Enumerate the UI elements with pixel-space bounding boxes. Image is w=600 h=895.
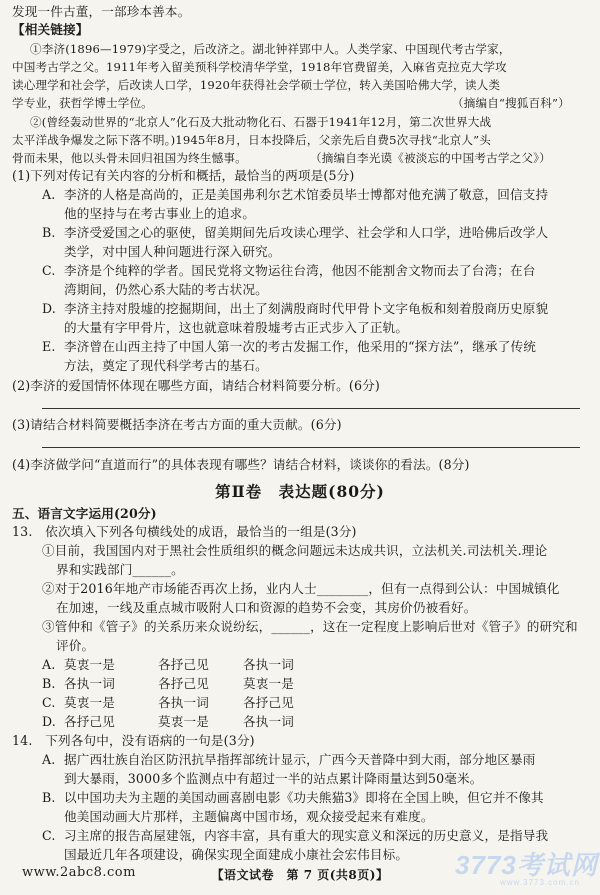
q1-option-letter: A.	[42, 187, 56, 202]
q13-choice-item: 各抒己见	[243, 695, 294, 710]
q14-option-text: 国最近几年各项建设，确保实现全面建成小康社会宏伟目标。	[64, 847, 409, 862]
q14-option-letter: C.	[42, 828, 56, 843]
watermark-2abc8: www.2abc8.com	[22, 865, 136, 880]
q13-choice-item: 各执一词	[64, 676, 115, 691]
q13-sentence: ②对于2016年地产市场能否再次上扬，业内人士________，但有一点得到公认：中国城镇化	[42, 581, 560, 596]
q13-sentence: 在加速，一线及重点城市吸附人口和资源的趋势不会变，其房价仍被看好。	[56, 600, 477, 615]
link1-line: 学专业，获哲学博士学位。	[12, 96, 153, 110]
q13-stem: 13. 依次填入下列各句横线处的成语，最恰当的一组是(3分)	[12, 524, 357, 539]
q13-choice-item: 各抒己见	[158, 657, 209, 672]
q1-option-text: 李济的人格是高尚的，正是美国弗利尔艺术馆委员毕士博都对他充满了敬意，回信支持	[64, 187, 549, 202]
answer-line[interactable]	[42, 447, 580, 448]
part2-title: 第Ⅱ卷 表达题(80分)	[215, 482, 385, 501]
q3-stem: (3)请结合材料简要概括李济在考古方面的重大贡献。(6分)	[12, 417, 342, 432]
q14-option-text: 他美国动画大片那样，主题偏离中国市场，观众接受起来有难度。	[64, 809, 434, 824]
link2-line: 骨而未果，他以头骨未回归祖国为终生憾事。	[12, 151, 247, 165]
q13-choice-letter: D.	[42, 714, 56, 729]
q1-option-letter: D.	[42, 301, 56, 316]
q13-sentence: 评价。	[56, 638, 95, 653]
page-footer: 【语文试卷 第 7 页(共8页)】	[211, 868, 389, 882]
q1-stem: (1)下列对传记有关内容的分析和概括，最恰当的两项是(5分)	[12, 168, 355, 183]
q13-choice-item: 莫衷一是	[64, 695, 115, 710]
q1-option-text: 他的坚持与在考古事业上的追求。	[64, 206, 256, 221]
q14-option-letter: B.	[42, 790, 56, 805]
link2-line: 太平洋战争爆发之际下落不明。)1945年8月，日本投降后，父亲先后自费5次寻找“北京人”头	[12, 133, 491, 147]
q1-option-text: 的大量有字甲骨片，这也就意味着殷墟考古正式步入了正轨。	[64, 320, 409, 335]
q13-sentence: ③管仲和《管子》的关系历来众说纷纭，______，这在一定程度上影响后世对《管子》的研究和	[42, 619, 578, 634]
q13-choice-item: 莫衷一是	[243, 676, 294, 691]
q1-option-text: 李济受爱国之心的驱使，留美期间先后攻读心理学、社会学和人口学，进哈佛后改学人	[64, 225, 549, 240]
link1-line: ①李济(1896—1979)字受之，后改济之。湖北钟祥郢中人。人类学家、中国现代考古学家，	[30, 42, 511, 56]
q4-stem: (4)李济做学问“直道而行”的具体表现有哪些？请结合材料，谈谈你的看法。(8分)	[12, 457, 470, 472]
link1-line: 中国考古学之父。1911年考入留美预科学校清华学堂，1918年官费留美，入麻省克拉克大学攻	[12, 60, 507, 74]
q14-option-text: 到大暴雨，3000多个监测点中有超过一半的站点累计降雨量达到50毫米。	[64, 771, 483, 786]
answer-line[interactable]	[42, 408, 580, 409]
link2-line: ②(曾经轰动世界的“北京人”化石及大批动物化石、石器于1941年12月，第二次世界大战	[30, 115, 492, 129]
q13-choice-item: 各执一词	[243, 714, 294, 729]
link1-line: 读心理学和社会学，后改读人口学，1920年获得社会学硕士学位，转入美国哈佛大学，读人类	[12, 78, 501, 92]
q1-option-text: 湾期间，仍然心系大陆的考古状况。	[64, 282, 268, 297]
q13-choice-letter: A.	[42, 657, 56, 672]
link2-source: （摘编自李光谟《被淡忘的中国考古学之父》）	[310, 151, 551, 165]
q1-option-letter: E.	[42, 339, 56, 354]
q14-option-text: 据广西壮族自治区防汛抗旱指挥部统计显示，广西今天普降中到大雨，部分地区暴雨	[64, 752, 536, 767]
watermark-logo-3773-url: www.3773.com.cn	[500, 878, 580, 887]
watermark-logo-3773: 3773考试网	[455, 850, 598, 880]
q13-choice-item: 各执一词	[243, 657, 294, 672]
q1-option-text: 李济曾在山西主持了中国人第一次的考古发掘工作，他采用的“探方法”，继承了传统	[64, 339, 536, 354]
q1-option-text: 李济主持对殷墟的挖掘期间，出土了刻满殷商时代甲骨卜文字龟板和刻着殷商历史原貌	[64, 301, 549, 316]
q13-choice-letter: B.	[42, 676, 56, 691]
q1-option-text: 李济是个纯粹的学者。国民党将文物运往台湾，他因不能割舍文物而去了台湾；在台	[64, 263, 536, 278]
section5-heading: 五、语言文字运用(20分)	[12, 506, 157, 521]
link1-source: （摘编自“搜狐百科”）	[452, 96, 570, 110]
q13-choice-item: 各抒己见	[158, 676, 209, 691]
related-links-heading: 【相关链接】	[12, 22, 89, 37]
q13-sentence: 界和实践部门______。	[56, 562, 184, 577]
q1-option-letter: B.	[42, 225, 56, 240]
passage-top-line: 发现一件古董，一部珍本善本。	[12, 4, 191, 19]
q14-stem: 14. 下列各句中，没有语病的一句是(3分)	[12, 733, 255, 748]
q13-choice-item: 各抒己见	[64, 714, 115, 729]
q14-option-text: 以中国功夫为主题的美国动画喜剧电影《功夫熊猫3》即将在全国上映，但它并不像其	[64, 790, 544, 805]
q13-choice-item: 各执一词	[158, 695, 209, 710]
q1-option-letter: C.	[42, 263, 56, 278]
q13-choice-item: 莫衷一是	[158, 714, 209, 729]
q13-choice-item: 莫衷一是	[64, 657, 115, 672]
q2-stem: (2)李济的爱国情怀体现在哪些方面，请结合材料简要分析。(6分)	[12, 378, 380, 393]
q14-option-text: 习主席的报告高屋建瓴，内容丰富，具有重大的现实意义和深远的历史意义，是指导我	[64, 828, 549, 843]
q13-choice-letter: C.	[42, 695, 56, 710]
q1-option-text: 类学，对中国人种问题进行深入研究。	[64, 244, 281, 259]
q1-option-text: 方法，奠定了现代科学考古的基石。	[64, 358, 268, 373]
q14-option-letter: A.	[42, 752, 56, 767]
q13-sentence: ①目前，我国国内对于黑社会性质组织的概念问题远未达成共识，立法机关.司法机关.理论	[42, 543, 548, 558]
